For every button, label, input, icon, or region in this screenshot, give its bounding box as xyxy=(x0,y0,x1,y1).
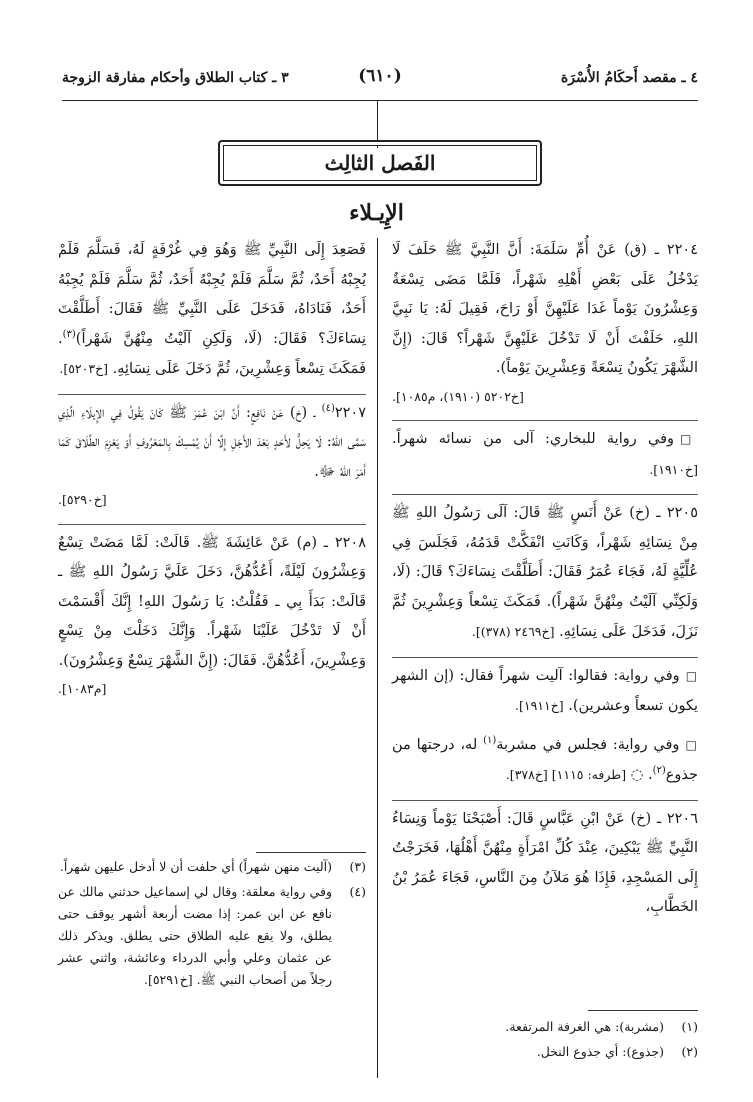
footnote xyxy=(58,881,366,991)
square-bullet-icon: □ xyxy=(680,432,698,446)
hadith-text: ٢٢٠٦ ـ (خ) عَنْ ابْنِ عَبَّاسٍ قَالَ: أَصْبَحْنَا يَوْماً وَنِسَاءُ النَّبِيِّ ﷺ يَبْكِينَ، عِنْدَ كُلِّ امْرَأَةٍ مِنْهُنَّ أَهْلُهَا، فَخَرَجْتُ إِلَى المَسْجِدِ، فَإِذَا هُوَ مَلآنُ مِنَ النَّاسِ، فَجَاءَ عُمَرُ بْنُ الخَطَّابِ، xyxy=(392,810,698,915)
book-title: ٤ ـ مقصد أَحكَامُ الأُسْرَة xyxy=(560,70,698,86)
section-title: الفَصل الثالِث xyxy=(324,151,436,175)
hadith-text: ٢٢٠٨ ـ (م) عَنْ عَائِشَةَ ﷺ. قَالَتْ: لَمَّا مَضَتْ تِسْعٌ وَعِشْرُونَ لَيْلَةً، أَعُدُّهُنَّ، دَخَلَ عَلَيَّ رَسُولُ اللهِ ﷺ ـ قَالَتْ: بَدَأَ بِي ـ فَقُلْتُ: يَا رَسُولَ اللهِ! إِنَّكَ أَقْسَمْتَ أَنْ لَا تَدْخُلَ عَلَيْنَا شَهْراً. وَإِنَّكَ دَخَلْتَ مِنْ تِسْعٍ وَعِشْرِينَ، أَعُدُّهُنَّ. فَقَالَ: (إِنَّ الشَّهْرَ تِسْعٌ وَعِشْرُونَ). xyxy=(58,534,366,669)
narration-text: . ◌ xyxy=(630,767,653,783)
page-number: (٦١٠) xyxy=(358,66,402,86)
column-divider xyxy=(377,238,378,1078)
hadith-2205 xyxy=(392,494,698,648)
hadith-reference: [م١٠٨٣]. xyxy=(58,681,107,696)
footnotes-left xyxy=(58,856,366,994)
footnote-text: (مشربة): هي الغرفة المرتفعة. xyxy=(505,1019,664,1034)
footnote xyxy=(58,856,366,878)
hadith-text: فَصَعِدَ إِلَى النَّبِيِّ ﷺ وَهُوَ فِي غُرْفَةٍ لَهُ، فَسَلَّمَ فَلَمْ يُجِبْهُ أَحَدٌ، ثُمَّ سَلَّمَ فَلَمْ يُجِبْهُ أَحَدٌ، ثُمَّ سَلَّمَ فَلَمْ يُجِبْهُ أَحَدٌ، فَنَادَاهُ، فَدَخَلَ عَلَى النَّبِيِّ ﷺ فَقَالَ: أَطَلَّقْتَ نِسَاءَكَ؟ فَقَالَ: (لَا، وَلَكِنِ آلَيْتُ مِنْهُنَّ شَهْراً) xyxy=(58,242,366,347)
narration-note xyxy=(392,731,698,791)
footnote-number: (٢) xyxy=(681,1044,698,1059)
footnote-text: (جذوع): أي جذوع النخل. xyxy=(536,1044,664,1059)
narration-text: وفي رواية: فجلس في مشربة xyxy=(496,736,680,753)
footnote-marker: (١) xyxy=(483,734,497,746)
narration-reference: [خ١٩١١]. xyxy=(515,698,564,713)
hadith-2207 xyxy=(58,394,366,515)
right-column xyxy=(392,236,698,932)
footnote-marker: (٤) xyxy=(321,402,335,414)
footnote xyxy=(392,1041,698,1063)
left-column xyxy=(58,236,366,713)
footnote-text: وفي رواية معلقة: وقال لي إسماعيل حدثني مالك عن نافع عن ابن عمر: إذا مضت أربعة أشهر يوقف حتى يطلق، ولا يقع عليه الطلاق حتى يطلق. ويذكر ذلك عن عثمان وعلي وأبي الدرداء وعائشة، واثني عشر رجلاً من أصحاب النبي ﷺ. [خ٥٢٩١]. xyxy=(58,884,332,987)
square-bullet-icon: □ xyxy=(685,737,699,752)
hadith-2208 xyxy=(58,524,366,704)
footnote-rule xyxy=(588,1010,698,1011)
hadith-text: ـ (خ) عَنْ نَافِعٍ: أَنَّ ابْنَ عُمَرَ ﷺ كَانَ يَقُولُ فِي الإِيلَاءِ الَّذِي سَمَّى اللهُ: لَا يَحِلُّ لأَحَدٍ بَعْدَ الأَجَلِ إِلَّا أَنْ يُمْسِكَ بِالمَعْرُوفِ أَوْ يَعْزِمَ الطَّلَاقَ كَمَا أَمَرَ اللهُ ﷻ. xyxy=(58,404,366,480)
footnotes-right xyxy=(392,1016,698,1066)
hadith-number: ٢٢٠٧ xyxy=(334,404,366,421)
section-title-box xyxy=(218,140,542,186)
footnote-rule xyxy=(256,852,366,853)
narration-text: له، درجتها من جذوع xyxy=(392,736,698,783)
hadith-text: ٢٢٠٤ ـ (ق) عَنْ أُمِّ سَلَمَةَ: أَنَّ النَّبِيَّ ﷺ حَلَفَ لَا يَدْخُلُ عَلَى بَعْضِ أَهْلِهِ شَهْراً، فَلَمَّا مَضَى تِسْعَةٌ وَعِشْرُونَ يَوْماً غَدَا عَلَيْهِنَّ أَوْ رَاحَ، فَقِيلَ لَهُ: يَا نَبِيَّ اللهِ، حَلَفْتَ أَنْ لَا تَدْخُلَ عَلَيْهِنَّ شَهْراً؟ قَالَ: (إِنَّ الشَّهْرَ يَكُونُ تِسْعَةً وَعِشْرِينَ يَوْماً). xyxy=(392,242,698,376)
hadith-2206-continued xyxy=(58,236,366,385)
hadith-reference: [خ٢٤٦٩ (٣٧٨)]. xyxy=(471,624,555,639)
hadith-reference: [خ٥٢٠٣]. xyxy=(59,361,109,376)
narration-text: وفي رواية للبخاري: آلى من نسائه شهراً. xyxy=(392,431,675,447)
square-bullet-icon: □ xyxy=(685,668,698,683)
hadith-text: . فَمَكَثَ تِسْعاً وَعِشْرِينَ، ثُمَّ دَخَلَ عَلَى نِسَائِهِ. xyxy=(58,330,366,377)
footnote-number: (٣) xyxy=(349,859,366,874)
footnote xyxy=(392,1016,698,1038)
narration-text: وفي رواية: فقالوا: آليت شهراً فقال: (إن الشهر يكون تسعاً وعشرين). xyxy=(392,667,698,714)
hadith-text: ٢٢٠٥ ـ (خ) عَنْ أَنَسٍ ﷺ قَالَ: آلَى رَسُولُ اللهِ ﷺ مِنْ نِسَائِهِ شَهْراً، وَكَانَتِ انْفَكَّتْ قَدَمُهُ، فَجَلَسَ فِي عُلِّيَّةٍ لَهُ، فَجَاءَ عُمَرُ فَقَالَ: أَطَلَّقْتَ نِسَاءَكَ؟ قَالَ: (لَا، وَلَكِنِّي آلَيْتُ مِنْهُنَّ شَهْراً). فَمَكَثَ تِسْعاً وَعِشْرِينَ ثُمَّ نَزَلَ، فَدَخَلَ عَلَى نِسَائِهِ. xyxy=(392,505,698,640)
hadith-reference: [خ٥٢٠٢ (١٩١٠)، م١٠٨٥]. xyxy=(392,388,524,404)
hadith-2204 xyxy=(392,236,698,411)
narration-note xyxy=(392,420,698,485)
chapter-title: ٣ ـ كتاب الطلاق وأحكام مفارقة الزوجة xyxy=(62,70,289,86)
footnote-marker: (٣) xyxy=(62,328,76,340)
narration-reference: [خ١٩١٠]. xyxy=(649,461,698,477)
narration-reference: [طرفه: ١١١٥] [خ٣٧٨]. xyxy=(505,767,627,782)
footnote-number: (٤) xyxy=(349,884,366,899)
footnote-number: (١) xyxy=(681,1019,698,1034)
page-header xyxy=(62,60,698,101)
narration-note xyxy=(392,657,698,722)
section-subtitle: الإِيـلاء xyxy=(349,200,404,226)
hadith-2206 xyxy=(392,800,698,923)
footnote-marker: (٢) xyxy=(652,765,666,777)
footnote-text: (آليت منهن شهراً) أي حلفت أن لا أدخل عليهن شهراً. xyxy=(59,859,332,874)
hadith-reference: [خ٥٢٩٠]. xyxy=(58,492,107,507)
